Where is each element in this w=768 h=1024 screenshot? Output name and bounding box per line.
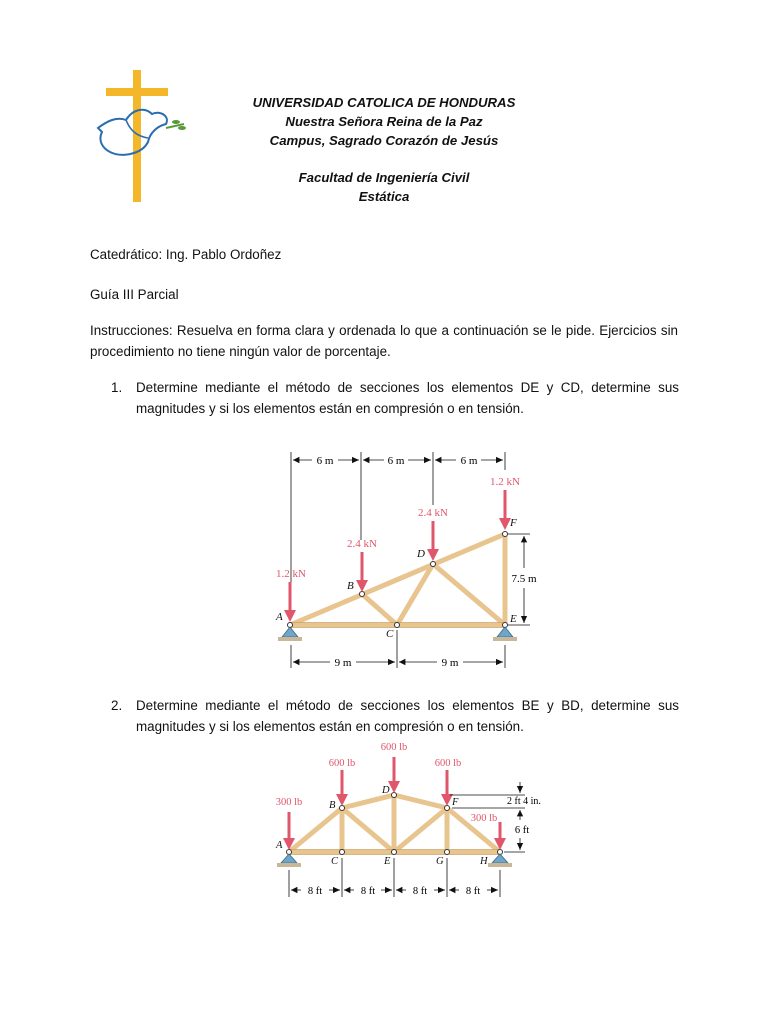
course-name: Estática [358,189,410,204]
load-label-a: 1.2 kN [276,568,306,580]
support-a [277,854,301,867]
campus-line-1: Nuestra Señora Reina de la Paz [285,114,483,129]
load-label-d: 2.4 kN [418,507,448,519]
campus-line-2: Campus, Sagrado Corazón de Jesús [269,133,499,148]
dim-top-2: 6 m [387,455,405,467]
dim-bottom: 8 ft [307,886,323,897]
university-name: UNIVERSIDAD CATOLICA DE HONDURAS [252,95,516,110]
joint-label: A [276,611,283,623]
joint-label: E [384,856,391,867]
joint-label: E [510,613,517,625]
guide-title: Guía III Parcial [90,287,179,302]
joint-label: D [417,548,425,560]
dim-top-3: 6 m [460,455,478,467]
joint-label: C [386,628,394,640]
instructions-paragraph: Instrucciones: Resuelva en forma clara y ordenada lo que a continuación se le pide. Ejercicios sin procedimiento no tiene ningún valor de porcentaje. [90,323,678,359]
faculty-name: Facultad de Ingeniería Civil [298,170,470,185]
dim-bottom-2: 9 m [441,657,459,669]
joint-label: B [329,800,336,811]
dim-bottom-1: 9 m [334,657,352,669]
load-label-f: 1.2 kN [490,476,520,488]
problem-number: 1. [111,380,123,395]
load-label-f: 600 lb [434,758,462,769]
joint-label: C [331,856,339,867]
joint-label: F [452,797,459,808]
load-label-a: 300 lb [275,797,303,808]
problem-number: 2. [111,698,123,713]
load-label-b: 2.4 kN [347,538,377,550]
joint-label: D [382,785,390,796]
dim-height-top: 2 ft 4 in. [507,796,541,807]
support-h [488,854,512,867]
joint-label: G [436,856,444,867]
dim-bottom: 8 ft [465,886,481,897]
load-label-b: 600 lb [328,758,356,769]
load-label-h: 300 lb [470,813,498,824]
dim-bottom: 8 ft [412,886,428,897]
problem-text: Determine mediante el método de secciones los elementos DE y CD, determine sus magnitudes y si los elementos están en compresión o en tensión. [136,380,679,416]
dim-height-bottom: 6 ft [514,825,530,836]
dim-height: 7.5 m [511,573,537,585]
joint-label: A [276,840,283,851]
joint-label: F [510,517,517,529]
load-label-d: 600 lb [380,742,408,753]
joint-label: B [347,580,354,592]
joint-label: H [480,856,488,867]
instructor-line: Catedrático: Ing. Pablo Ordoñez [90,247,282,262]
truss-members [289,795,500,852]
dim-bottom: 8 ft [360,886,376,897]
problem-text: Determine mediante el método de secciones los elementos BE y BD, determine sus magnitudes y si los elementos están en compresión o en tensión. [136,698,679,734]
dim-top-1: 6 m [316,455,334,467]
